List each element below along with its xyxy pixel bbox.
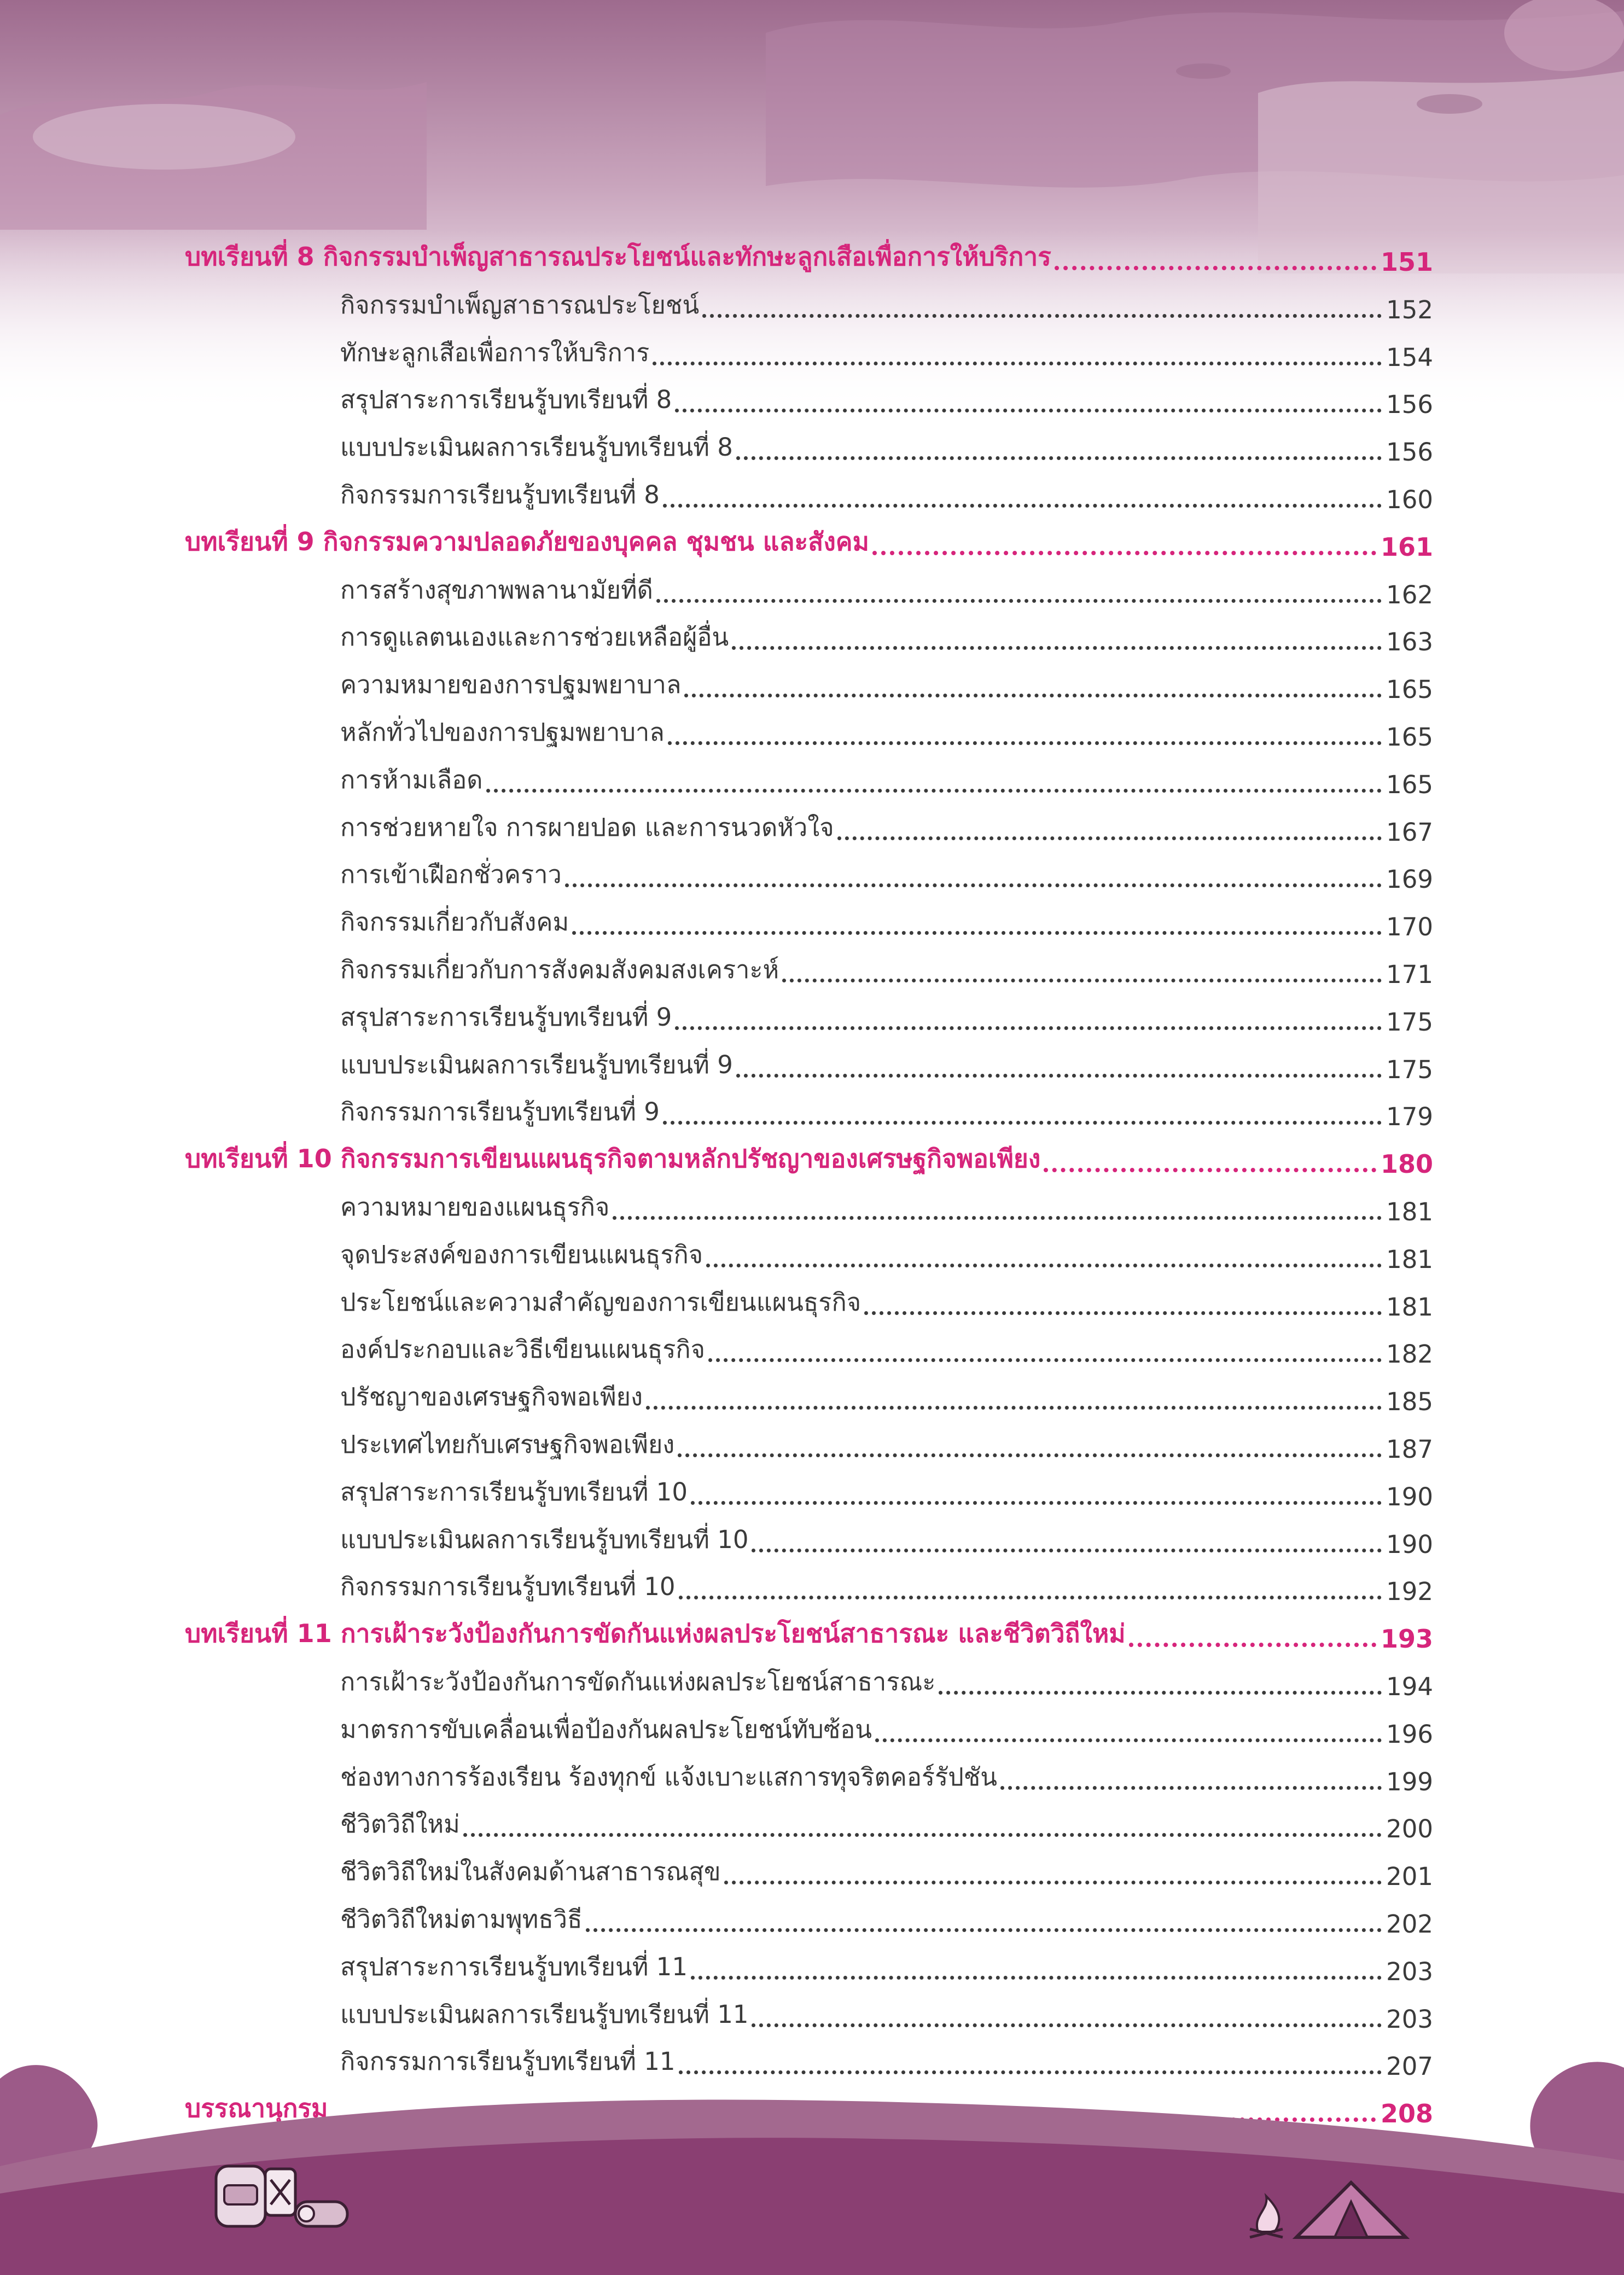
toc-entry-row	[340, 1947, 1433, 1986]
toc-title: ความหมายของแผนธุรกิจ	[340, 1192, 610, 1221]
dot-leader	[1055, 266, 1376, 270]
toc-chapter-row	[185, 522, 1433, 562]
toc-page-number: 154	[1386, 342, 1433, 372]
toc-page-number: 208	[1380, 2099, 1433, 2129]
toc-title: แบบประเมินผลการเรียนรู้บทเรียนที่ 8	[340, 433, 733, 462]
toc-entry-row	[340, 1899, 1433, 1939]
toc-page-number: 201	[1386, 1862, 1433, 1892]
toc-title: ประโยชน์และความสำคัญของการเขียนแผนธุรกิจ	[340, 1287, 862, 1317]
toc-title: สรุปสาระการเรียนรู้บทเรียนที่ 11	[340, 1952, 688, 1981]
toc-entry-row	[340, 665, 1433, 704]
dot-leader	[782, 979, 1382, 982]
toc-page-number: 203	[1386, 1957, 1433, 1986]
toc-title: หลักทั่วไปของการปฐมพยาบาล	[340, 718, 665, 747]
toc-page-number: 196	[1386, 1719, 1433, 1749]
toc-title: การสร้างสุขภาพพลานามัยที่ดี	[340, 575, 653, 604]
toc-page-number: 181	[1386, 1292, 1433, 1322]
toc-page-number: 163	[1386, 627, 1433, 657]
toc-page-number: 161	[1380, 532, 1433, 562]
toc-entry-row	[340, 1235, 1433, 1274]
dot-leader	[565, 883, 1382, 887]
toc-title: ประเทศไทยกับเศรษฐกิจพอเพียง	[340, 1430, 675, 1459]
toc-entry-row	[340, 1187, 1433, 1226]
toc-page-number: 187	[1386, 1435, 1433, 1464]
toc-page-number: 200	[1386, 1814, 1433, 1844]
toc-entry-row	[340, 1329, 1433, 1369]
toc-page-number: 160	[1386, 485, 1433, 514]
toc-entry-row	[340, 807, 1433, 847]
toc-title: บทเรียนที่ 8 กิจกรรมบำเพ็ญสาธารณประโยชน์และทักษะลูกเสือเพื่อการให้บริการ	[185, 242, 1051, 271]
toc-page-number: 165	[1386, 770, 1433, 799]
dot-leader	[736, 1074, 1382, 1078]
toc-page-number: 185	[1386, 1387, 1433, 1417]
dot-leader	[678, 1453, 1382, 1457]
toc-entry-row	[340, 997, 1433, 1037]
dot-leader	[1044, 1168, 1376, 1172]
toc-page-number: 192	[1386, 1577, 1433, 1607]
toc-entry-row	[340, 1377, 1433, 1416]
toc-title: ชีวิตวิถีใหม่	[340, 1809, 460, 1839]
toc-entry-row	[340, 760, 1433, 799]
toc-entry-row	[340, 1424, 1433, 1464]
dot-leader	[656, 599, 1382, 603]
dot-leader	[875, 1738, 1382, 1742]
dot-leader	[572, 931, 1382, 935]
toc-title: กิจกรรมเกี่ยวกับสังคม	[340, 907, 569, 937]
dot-leader	[679, 1596, 1382, 1599]
toc-entry-row	[340, 1709, 1433, 1749]
toc-page-number: 162	[1386, 580, 1433, 609]
toc-entry-row	[340, 1852, 1433, 1891]
dot-leader	[752, 2023, 1382, 2027]
sleeping-roll-illustration	[295, 2202, 347, 2226]
toc-title: ปรัชญาของเศรษฐกิจพอเพียง	[340, 1382, 643, 1412]
toc-entry-row	[340, 1092, 1433, 1131]
toc-title: บทเรียนที่ 9 กิจกรรมความปลอดภัยของบุคคล ชุมชน และสังคม	[185, 526, 869, 556]
dot-leader	[675, 409, 1382, 412]
toc-page-number: 181	[1386, 1197, 1433, 1226]
dot-leader	[736, 456, 1382, 460]
toc-page-number: 193	[1380, 1624, 1433, 1654]
dot-leader	[613, 1216, 1382, 1220]
toc-entry-row	[340, 380, 1433, 419]
toc-page-number: 167	[1386, 817, 1433, 847]
toc-title: การดูแลตนเองและการช่วยเหลือผู้อื่น	[340, 622, 729, 652]
dot-leader	[663, 1121, 1382, 1125]
toc-entry-row	[340, 1472, 1433, 1511]
toc-title: กิจกรรมการเรียนรู้บทเรียนที่ 10	[340, 1572, 676, 1602]
dot-leader	[1129, 1643, 1376, 1647]
toc-entry-row	[340, 1282, 1433, 1322]
toc-entry-row	[340, 712, 1433, 752]
toc-page-number: 194	[1386, 1672, 1433, 1701]
toc-page-number: 202	[1386, 1910, 1433, 1939]
toc-entry-row	[340, 570, 1433, 609]
dot-leader	[668, 741, 1382, 745]
dot-leader	[646, 1406, 1382, 1410]
toc-title: บทเรียนที่ 11 การเฝ้าระวังป้องกันการขัดกันแห่งผลประโยชน์สาธารณะ และชีวิตวิถีใหม่	[185, 1619, 1126, 1649]
dot-leader	[837, 836, 1382, 840]
toc-entry-row	[340, 1045, 1433, 1084]
toc-page-number: 165	[1386, 723, 1433, 752]
toc-page-number: 199	[1386, 1767, 1433, 1796]
toc-title: กิจกรรมการเรียนรู้บทเรียนที่ 11	[340, 2047, 676, 2076]
toc-title: แบบประเมินผลการเรียนรู้บทเรียนที่ 9	[340, 1050, 733, 1079]
dot-leader	[702, 314, 1382, 318]
dot-leader	[752, 1549, 1382, 1552]
toc-page-number: 181	[1386, 1244, 1433, 1274]
dot-leader	[463, 1833, 1382, 1837]
dot-leader	[675, 1026, 1382, 1030]
toc-title: กิจกรรมเกี่ยวกับการสังคมสังคมสงเคราะห์	[340, 955, 779, 984]
lantern-illustration	[265, 2169, 295, 2215]
toc-page-number: 190	[1386, 1529, 1433, 1559]
toc-title: บทเรียนที่ 10 กิจกรรมการเขียนแผนธุรกิจตามหลักปรัชญาของเศรษฐกิจพอเพียง	[185, 1144, 1041, 1174]
toc-title: แบบประเมินผลการเรียนรู้บทเรียนที่ 10	[340, 1525, 749, 1554]
toc-title: ความหมายของการปฐมพยาบาล	[340, 670, 682, 700]
toc-page-number: 171	[1386, 960, 1433, 989]
toc-title: กิจกรรมบำเพ็ญสาธารณประโยชน์	[340, 290, 700, 319]
toc-page-number: 190	[1386, 1482, 1433, 1511]
toc-chapter-row	[185, 1614, 1433, 1654]
dot-leader	[684, 694, 1382, 697]
toc-entry-row	[340, 1757, 1433, 1796]
toc-page-number: 152	[1386, 295, 1433, 324]
camping-ground-footer	[0, 2057, 1624, 2275]
toc-chapter-row	[185, 1139, 1433, 1179]
toc-page-number: 156	[1386, 390, 1433, 420]
toc-title: การช่วยหายใจ การผายปอด และการนวดหัวใจ	[340, 812, 834, 842]
toc-title: ชีวิตวิถีใหม่ตามพุทธวิธี	[340, 1905, 583, 1934]
dot-leader	[939, 1691, 1382, 1695]
toc-entry-row	[340, 1804, 1433, 1843]
toc-page-number: 203	[1386, 2004, 1433, 2034]
toc-entry-row	[340, 902, 1433, 941]
toc-title: จุดประสงค์ของการเขียนแผนธุรกิจ	[340, 1240, 703, 1269]
dot-leader	[708, 1358, 1382, 1362]
toc-page-number: 170	[1386, 912, 1433, 942]
toc-title: ชีวิตวิถีใหม่ในสังคมด้านสาธารณสุข	[340, 1857, 721, 1887]
dot-leader	[724, 1881, 1382, 1884]
dot-leader	[864, 1311, 1382, 1315]
toc-entry-row	[340, 475, 1433, 514]
toc-page-number: 182	[1386, 1340, 1433, 1369]
toc-page-number: 169	[1386, 865, 1433, 894]
toc-title: มาตรการขับเคลื่อนเพื่อป้องกันผลประโยชน์ทับซ้อน	[340, 1714, 872, 1744]
dot-leader	[663, 504, 1382, 508]
toc-title: การเข้าเฝือกชั่วคราว	[340, 860, 562, 889]
toc-title: สรุปสาระการเรียนรู้บทเรียนที่ 9	[340, 1002, 672, 1032]
dot-leader	[653, 362, 1382, 365]
toc-entry-row	[340, 950, 1433, 989]
toc-title: การเฝ้าระวังป้องกันการขัดกันแห่งผลประโยชน์สาธารณะ	[340, 1667, 936, 1696]
toc-title: ทักษะลูกเสือเพื่อการให้บริการ	[340, 338, 650, 367]
toc-title: แบบประเมินผลการเรียนรู้บทเรียนที่ 11	[340, 1999, 749, 2029]
toc-entry-row	[340, 1520, 1433, 1559]
toc-chapter-row	[185, 237, 1433, 277]
toc-title: สรุปสาระการเรียนรู้บทเรียนที่ 10	[340, 1477, 688, 1506]
toc-page-number: 179	[1386, 1102, 1433, 1132]
toc-title: บรรณานุกรม	[185, 2093, 328, 2123]
dot-leader	[1000, 1786, 1382, 1790]
dot-leader	[486, 789, 1382, 793]
backpack-illustration	[216, 2166, 265, 2226]
toc-title: กิจกรรมการเรียนรู้บทเรียนที่ 8	[340, 480, 660, 509]
toc-page-number: 175	[1386, 1007, 1433, 1037]
toc-entry-row	[340, 1994, 1433, 2034]
toc-page-number: 180	[1380, 1149, 1433, 1179]
toc-entry-row	[340, 333, 1433, 372]
dot-leader	[732, 646, 1382, 650]
toc-page-number: 156	[1386, 438, 1433, 467]
toc-title: สรุปสาระการเรียนรู้บทเรียนที่ 8	[340, 385, 672, 415]
toc-entry-row	[340, 617, 1433, 656]
dot-leader	[691, 1501, 1382, 1505]
dot-leader	[872, 551, 1376, 555]
toc-entry-row	[340, 427, 1433, 467]
dot-leader	[706, 1264, 1382, 1267]
toc-page-number: 165	[1386, 675, 1433, 705]
toc-title: องค์ประกอบและวิธีเขียนแผนธุรกิจ	[340, 1335, 705, 1364]
toc-title: การห้ามเลือด	[340, 765, 483, 794]
toc-page-number: 207	[1386, 2052, 1433, 2081]
toc-entry-row	[340, 1567, 1433, 1606]
toc-page-number: 175	[1386, 1055, 1433, 1084]
toc-entry-row	[340, 1662, 1433, 1701]
toc-entry-row	[340, 285, 1433, 324]
toc-title: กิจกรรมการเรียนรู้บทเรียนที่ 9	[340, 1097, 660, 1127]
dot-leader	[691, 1976, 1382, 1980]
toc-entry-row	[340, 854, 1433, 894]
toc-page-number: 151	[1380, 247, 1433, 277]
dot-leader	[586, 1928, 1382, 1932]
toc-title: ช่องทางการร้องเรียน ร้องทุกข์ แจ้งเบาะแสการทุจริตคอร์รัปชัน	[340, 1762, 998, 1791]
